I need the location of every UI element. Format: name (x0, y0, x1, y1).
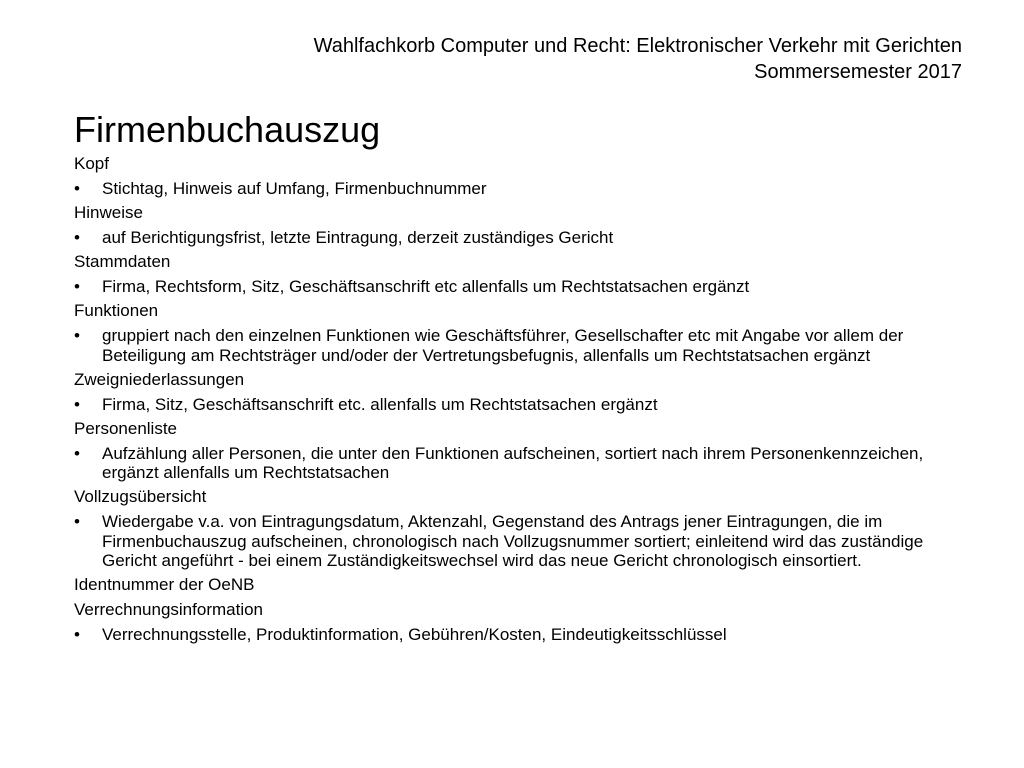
bullet-text: Firma, Sitz, Geschäftsanschrift etc. allenfalls um Rechtstatsachen ergänzt (102, 394, 658, 414)
bullet-text: gruppiert nach den einzelnen Funktionen wie Geschäftsführer, Gesellschafter etc mit Angabe vor allem der Beteiligung am Rechtsträger und/oder der Vertretungsbefugnis, allenfalls um Rechtstatsachen ergänzt (102, 326, 904, 365)
section-verrechnungsinformation (74, 598, 974, 647)
bullet-icon: • (74, 624, 80, 644)
section-kopf (74, 152, 974, 201)
bullet-text: Verrechnungsstelle, Produktinformation, Gebühren/Kosten, Eindeutigkeitsschlüssel (102, 624, 727, 644)
bullet-icon: • (74, 228, 80, 247)
bullet-text: Wiedergabe v.a. von Eintragungsdatum, Aktenzahl, Gegenstand des Antrags jener Eintragungen, die im Firmenbuchauszug aufscheinen, chronologisch nach Vollzugsnummer sortiert; einleitend wird das zuständige Gericht angeführt - bei einem Zuständigkeitswechsel wird das neue Gericht chronologisch einsortiert. (102, 512, 924, 570)
section-hinweise (74, 201, 974, 250)
bullet-text: Aufzählung aller Personen, die unter den Funktionen aufscheinen, sortiert nach ihrem Personenkennzeichen, ergänzt allenfalls um Rechtstatsachen (102, 443, 924, 482)
bullet-text: auf Berichtigungsfrist, letzte Eintragung, derzeit zuständiges Gericht (102, 228, 614, 247)
slide-header (314, 33, 962, 85)
bullet-icon: • (74, 443, 80, 463)
course-title: Wahlfachkorb Computer und Recht: Elektronischer Verkehr mit Gerichten (313, 35, 962, 57)
section-heading: Vollzugsübersicht (74, 487, 207, 506)
section-heading: Personenliste (74, 418, 178, 438)
section-personenliste (74, 417, 974, 486)
section-vollzugsuebersicht (74, 485, 974, 573)
section-heading: Stammdaten (74, 252, 171, 271)
bullet-icon: • (74, 512, 80, 531)
bullet-icon: • (74, 277, 80, 296)
section-stammdaten (74, 250, 974, 299)
bullet-text: Stichtag, Hinweis auf Umfang, Firmenbuchnummer (102, 179, 487, 198)
bullet-icon: • (74, 394, 80, 414)
bullet-item (74, 177, 974, 202)
section-heading: Kopf (74, 154, 109, 173)
section-heading: Zweigniederlassungen (74, 369, 245, 389)
section-funktionen (74, 299, 974, 368)
bullet-text: Firma, Rechtsform, Sitz, Geschäftsanschrift etc allenfalls um Rechtstatsachen ergänzt (102, 277, 750, 296)
section-heading: Identnummer der OeNB (74, 575, 255, 594)
bullet-icon: • (74, 179, 80, 198)
bullet-item (74, 622, 974, 647)
section-zweigniederlassungen (74, 368, 974, 417)
section-heading: Verrechnungsinformation (74, 599, 264, 619)
bullet-item (74, 392, 974, 417)
section-heading: Funktionen (74, 301, 159, 320)
bullet-item (74, 275, 974, 300)
semester-label: Sommersemester 2017 (754, 61, 962, 83)
section-heading: Hinweise (74, 203, 143, 222)
bullet-item (74, 510, 974, 574)
bullet-icon: • (74, 326, 80, 345)
section-identnummer (74, 573, 974, 598)
bullet-item (74, 226, 974, 251)
slide-title: Firmenbuchauszug (74, 109, 381, 150)
bullet-item (74, 441, 974, 485)
slide-content (74, 108, 974, 647)
bullet-item (74, 324, 974, 368)
